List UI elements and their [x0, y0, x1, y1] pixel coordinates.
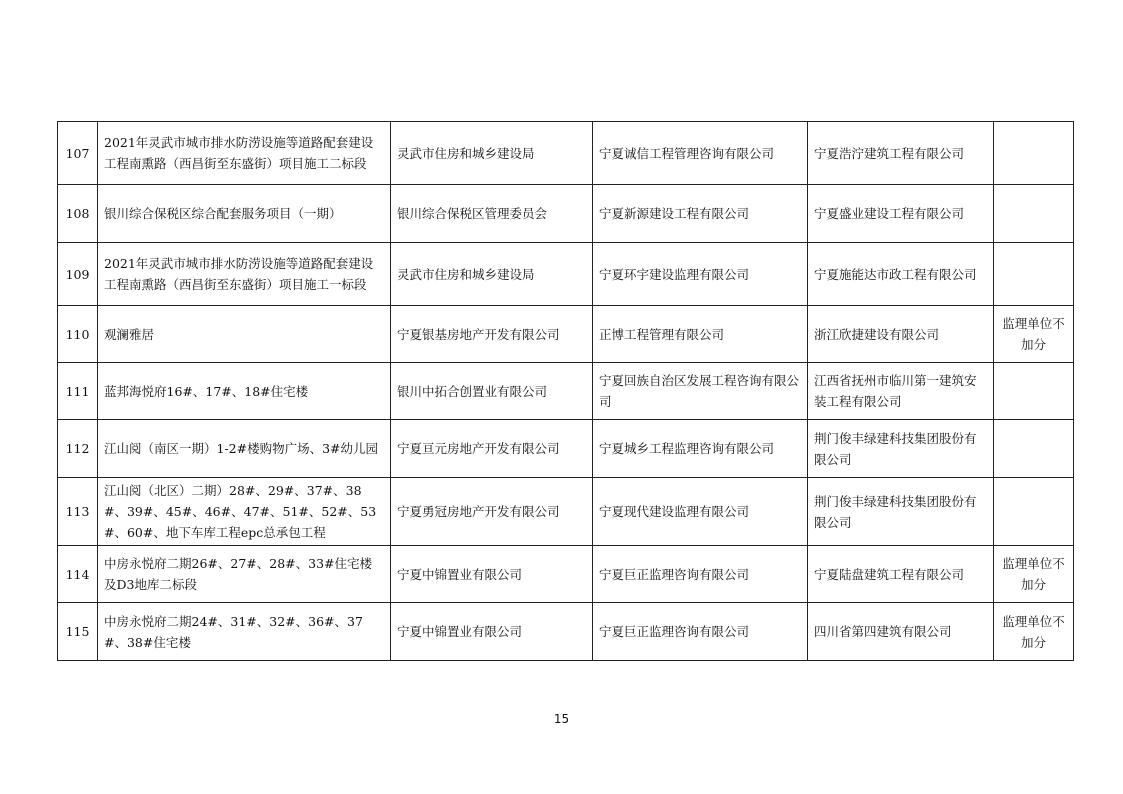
supervision-unit: 宁夏新源建设工程有限公司 — [593, 185, 808, 243]
remark — [994, 363, 1074, 420]
project-name: 中房永悦府二期26#、27#、28#、33#住宅楼及D3地库二标段 — [98, 546, 391, 603]
row-number: 114 — [58, 546, 98, 603]
supervision-unit: 宁夏巨正监理咨询有限公司 — [593, 546, 808, 603]
remark — [994, 420, 1074, 478]
project-name: 江山阅（南区一期）1-2#楼购物广场、3#幼儿园 — [98, 420, 391, 478]
remark: 监理单位不加分 — [994, 546, 1074, 603]
table-row — [58, 603, 1074, 661]
row-number: 111 — [58, 363, 98, 420]
row-number: 107 — [58, 122, 98, 185]
supervision-unit: 正博工程管理有限公司 — [593, 306, 808, 363]
project-name: 银川综合保税区综合配套服务项目（一期） — [98, 185, 391, 243]
supervision-unit: 宁夏巨正监理咨询有限公司 — [593, 603, 808, 661]
project-name: 蓝邦海悦府16#、17#、18#住宅楼 — [98, 363, 391, 420]
remark: 监理单位不加分 — [994, 603, 1074, 661]
construction-unit: 四川省第四建筑有限公司 — [808, 603, 994, 661]
construction-unit: 宁夏陆盘建筑工程有限公司 — [808, 546, 994, 603]
row-number: 110 — [58, 306, 98, 363]
row-number: 112 — [58, 420, 98, 478]
supervision-unit: 宁夏城乡工程监理咨询有限公司 — [593, 420, 808, 478]
owner-unit: 灵武市住房和城乡建设局 — [391, 122, 593, 185]
table-row — [58, 122, 1074, 185]
construction-unit: 江西省抚州市临川第一建筑安装工程有限公司 — [808, 363, 994, 420]
table-row — [58, 243, 1074, 306]
owner-unit: 宁夏中锦置业有限公司 — [391, 603, 593, 661]
construction-unit: 宁夏盛业建设工程有限公司 — [808, 185, 994, 243]
construction-unit: 荆门俊丰绿建科技集团股份有限公司 — [808, 420, 994, 478]
construction-unit: 宁夏浩泞建筑工程有限公司 — [808, 122, 994, 185]
supervision-unit: 宁夏回族自治区发展工程咨询有限公司 — [593, 363, 808, 420]
table-row — [58, 478, 1074, 546]
project-name: 2021年灵武市城市排水防涝设施等道路配套建设工程南熏路（西昌街至东盛街）项目施工二标段 — [98, 122, 391, 185]
table-row — [58, 546, 1074, 603]
project-name: 观澜雅居 — [98, 306, 391, 363]
row-number: 113 — [58, 478, 98, 546]
remark — [994, 185, 1074, 243]
supervision-unit: 宁夏环宇建设监理有限公司 — [593, 243, 808, 306]
owner-unit: 灵武市住房和城乡建设局 — [391, 243, 593, 306]
owner-unit: 宁夏勇冠房地产开发有限公司 — [391, 478, 593, 546]
remark: 监理单位不加分 — [994, 306, 1074, 363]
construction-unit: 浙江欣捷建设有限公司 — [808, 306, 994, 363]
project-name: 2021年灵武市城市排水防涝设施等道路配套建设工程南熏路（西昌街至东盛街）项目施工一标段 — [98, 243, 391, 306]
construction-unit: 荆门俊丰绿建科技集团股份有限公司 — [808, 478, 994, 546]
project-name: 江山阅（北区）二期）28#、29#、37#、38#、39#、45#、46#、47#、51#、52#、53#、60#、地下车库工程epc总承包工程 — [98, 478, 391, 546]
owner-unit: 宁夏中锦置业有限公司 — [391, 546, 593, 603]
supervision-unit: 宁夏诚信工程管理咨询有限公司 — [593, 122, 808, 185]
remark — [994, 478, 1074, 546]
table-row — [58, 185, 1074, 243]
row-number: 108 — [58, 185, 98, 243]
owner-unit: 宁夏亘元房地产开发有限公司 — [391, 420, 593, 478]
remark — [994, 243, 1074, 306]
owner-unit: 银川中拓合创置业有限公司 — [391, 363, 593, 420]
owner-unit: 银川综合保税区管理委员会 — [391, 185, 593, 243]
construction-unit: 宁夏施能达市政工程有限公司 — [808, 243, 994, 306]
row-number: 109 — [58, 243, 98, 306]
page-number: 15 — [553, 712, 570, 726]
table-row — [58, 420, 1074, 478]
table-row — [58, 363, 1074, 420]
project-name: 中房永悦府二期24#、31#、32#、36#、37#、38#住宅楼 — [98, 603, 391, 661]
owner-unit: 宁夏银基房地产开发有限公司 — [391, 306, 593, 363]
table-row — [58, 306, 1074, 363]
remark — [994, 122, 1074, 185]
supervision-unit: 宁夏现代建设监理有限公司 — [593, 478, 808, 546]
project-table — [57, 121, 1074, 661]
row-number: 115 — [58, 603, 98, 661]
